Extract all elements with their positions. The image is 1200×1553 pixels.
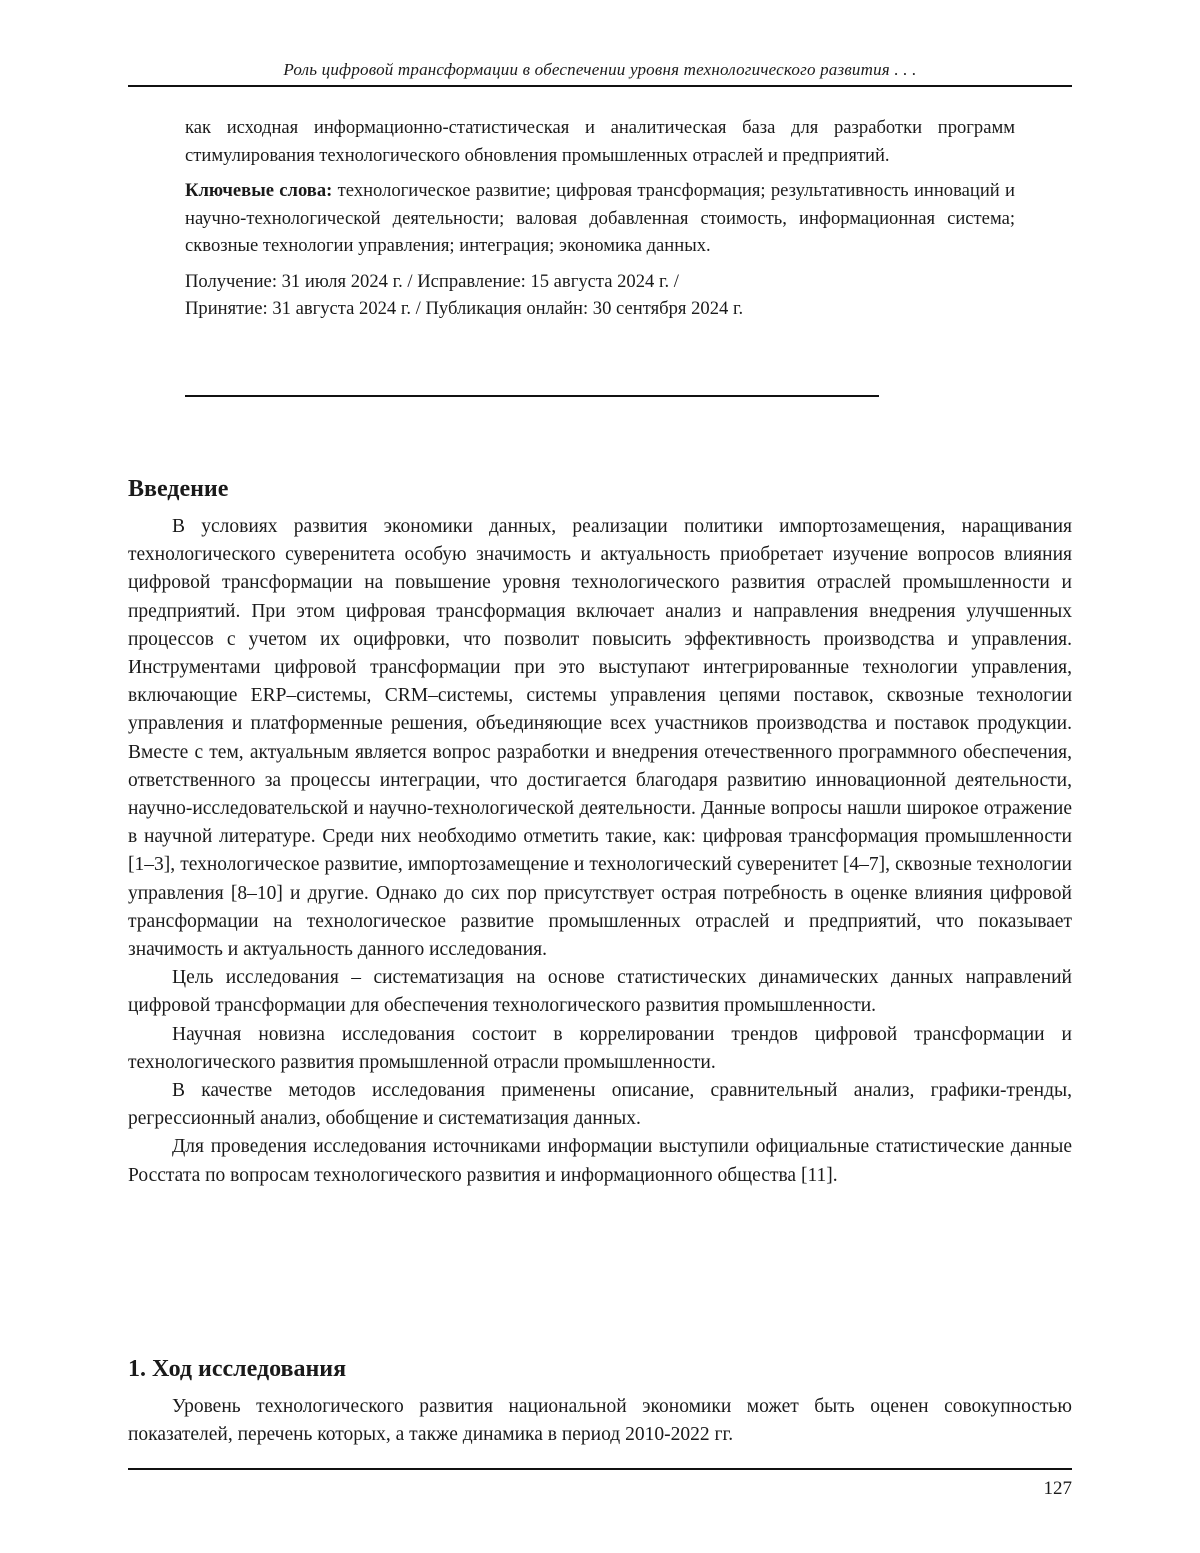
keywords [185,177,1015,260]
abstract-tail: как исходная информационно-статистическая и аналитическая база для разработки программ стимулирования технологического обновления промышленных отраслей и предприятий. [185,117,1015,166]
header-rule [128,85,1072,87]
keywords-text: технологическое развитие; цифровая трансформация; результативность инноваций и научно-технологической деятельности; валовая добавленная стоимость, информационная система; сквозные технологии управления; интеграция; экономика данных. [185,180,1015,256]
abstract-block [185,114,1015,331]
dates-line-1: Получение: 31 июля 2024 г. / Исправление: 15 августа 2024 г. / [185,270,679,292]
abstract-rule [185,395,879,397]
section-body-research [128,1393,1072,1449]
section-heading-intro: Введение [128,476,229,502]
paragraph: В условиях развития экономики данных, реализации политики импортозамещения, наращивания технологического суверенитета особую значимость и актуальность приобретает изучение вопросов влияния цифровой трансформации на повышение уровня технологического развития отраслей промышленности и предприятий. При этом цифровая трансформация включает анализ и направления внедрения улучшенных процессов с учетом их оцифровки, что позволит повысить эффективность производства и управления. Инструментами цифровой трансформации при это выступают интегрированные технологии управления, включающие ERP–системы, CRM–системы, системы управления цепями поставок, сквозные технологии управления и платформенные решения, объединяющие всех участников производства и поставок продукции. Вместе с тем, актуальным является вопрос разработки и внедрения отечественного программного обеспечения, ответственного за процессы интеграции, что достигается благодаря развитию инновационной деятельности, научно-исследовательской и научно-технологической деятельности. Данные вопросы нашли широкое отражение в научной литературе. Среди них необходимо отметить такие, как: цифровая трансформация промышленности [1–3], технологическое развитие, импортозамещение и технологический суверенитет [4–7], сквозные технологии управления [8–10] и другие. Однако до сих пор присутствует острая потребность в оценке влияния цифровой трансформации на технологическое развитие промышленных отраслей и предприятий, что показывает значимость и актуальность данного исследования. [128,516,1072,961]
paragraph: Уровень технологического развития национальной экономики может быть оценен совокупностью показателей, перечень которых, а также динамика в период 2010-2022 гг. [128,1396,1072,1446]
paragraph: В качестве методов исследования применены описание, сравнительный анализ, графики-тренды, регрессионный анализ, обобщение и систематизация данных. [128,1080,1072,1130]
article-dates [185,268,1015,323]
paragraph: Научная новизна исследования состоит в коррелировании трендов цифровой трансформации и технологического развития промышленной отрасли промышленности. [128,1023,1072,1073]
section-body-intro [128,513,1072,1190]
keywords-label: Ключевые слова: [185,180,333,201]
footer-rule [128,1468,1072,1470]
section-heading-research: 1. Ход исследования [128,1356,347,1382]
paragraph: Для проведения исследования источниками информации выступили официальные статистические данные Росстата по вопросам технологического развития и информационного общества [11]. [128,1136,1072,1186]
running-head: Роль цифровой трансформации в обеспечении уровня технологического развития . . . [283,60,917,79]
page-number: 127 [1043,1478,1072,1499]
dates-line-2: Принятие: 31 августа 2024 г. / Публикация онлайн: 30 сентября 2024 г. [185,298,744,319]
paragraph: Цель исследования – систематизация на основе статистических динамических данных направлений цифровой трансформации для обеспечения технологического развития промышленности. [128,967,1072,1017]
